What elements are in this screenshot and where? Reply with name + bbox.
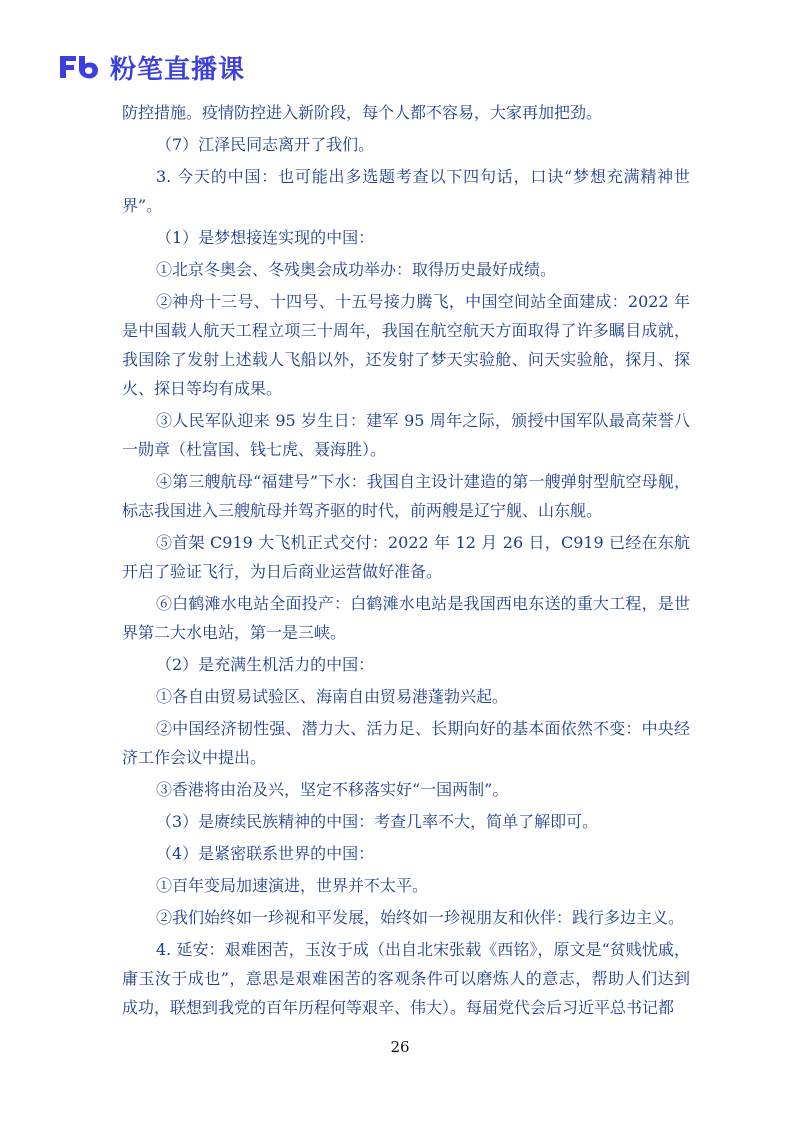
paragraph: ①百年变局加速演进，世界并不太平。: [156, 876, 429, 895]
paragraph: ②中国经济韧性强、潜力大、活力足、长期向好的基本面依然不变：中央经济工作会议中提出。: [122, 719, 690, 767]
paragraph: 4. 延安：艰难困苦，玉汝于成（出自北宋张载《西铭》，原文是“贫贱忧戚，庸玉汝于成也”，意思是艰难困苦的客观条件可以磨炼人的意志，帮助人们达到成功，联想到我党的百年历程何等艰辛、伟大）。每届党代会后习近平总书记都: [122, 940, 690, 1017]
fenbi-logo-icon: [58, 54, 100, 80]
paragraph: 防控措施。疫情防控进入新阶段，每个人都不容易，大家再加把劲。: [122, 103, 603, 122]
paragraph: ①北京冬奥会、冬残奥会成功举办：取得历史最好成绩。: [156, 260, 557, 279]
paragraph: ①各自由贸易试验区、海南自由贸易港蓬勃兴起。: [156, 687, 509, 706]
paragraph: ③香港将由治及兴，坚定不移落实好“一国两制”。: [156, 780, 509, 799]
paragraph: （7）江泽民同志离开了我们。: [156, 135, 375, 154]
paragraph: （4）是紧密联系世界的中国：: [156, 844, 375, 863]
page-header: [58, 47, 245, 87]
paragraph: ⑥白鹤滩水电站全面投产：白鹤滩水电站是我国西电东送的重大工程，是世界第二大水电站，第一是三峡。: [122, 594, 690, 642]
document-body: [122, 98, 690, 1022]
paragraph: （2）是充满生机活力的中国：: [156, 655, 375, 674]
paragraph: ②我们始终如一珍视和平发展，始终如一珍视朋友和伙伴：践行多边主义。: [156, 908, 685, 927]
paragraph: （3）是赓续民族精神的中国：考查几率不大，简单了解即可。: [156, 812, 599, 831]
paragraph: 3. 今天的中国：也可能出多选题考查以下四句话，口诀“梦想充满精神世界”。: [122, 167, 690, 215]
page-number: 26: [390, 1038, 410, 1056]
paragraph: ③人民军队迎来 95 岁生日：建军 95 周年之际，颁授中国军队最高荣誉八一勋章（杜富国、钱七虎、聂海胜）。: [122, 411, 690, 459]
paragraph: ⑤首架 C919 大飞机正式交付：2022 年 12 月 26 日，C919 已经在东航开启了验证飞行，为日后商业运营做好准备。: [122, 533, 690, 581]
paragraph: ②神舟十三号、十四号、十五号接力腾飞，中国空间站全面建成：2022 年是中国载人航天工程立项三十周年，我国在航空航天方面取得了许多瞩目成就，我国除了发射上述载人飞船以外，还发射了梦天实验舱、问天实验舱，探月、探火、探日等均有成果。: [122, 292, 690, 398]
brand-name: 粉笔直播课: [110, 54, 246, 85]
paragraph: ④第三艘航母“福建号”下水：我国自主设计建造的第一艘弹射型航空母舰，标志我国进入三艘航母并驾齐驱的时代，前两艘是辽宁舰、山东舰。: [122, 472, 690, 520]
paragraph: （1）是梦想接连实现的中国：: [156, 228, 375, 247]
